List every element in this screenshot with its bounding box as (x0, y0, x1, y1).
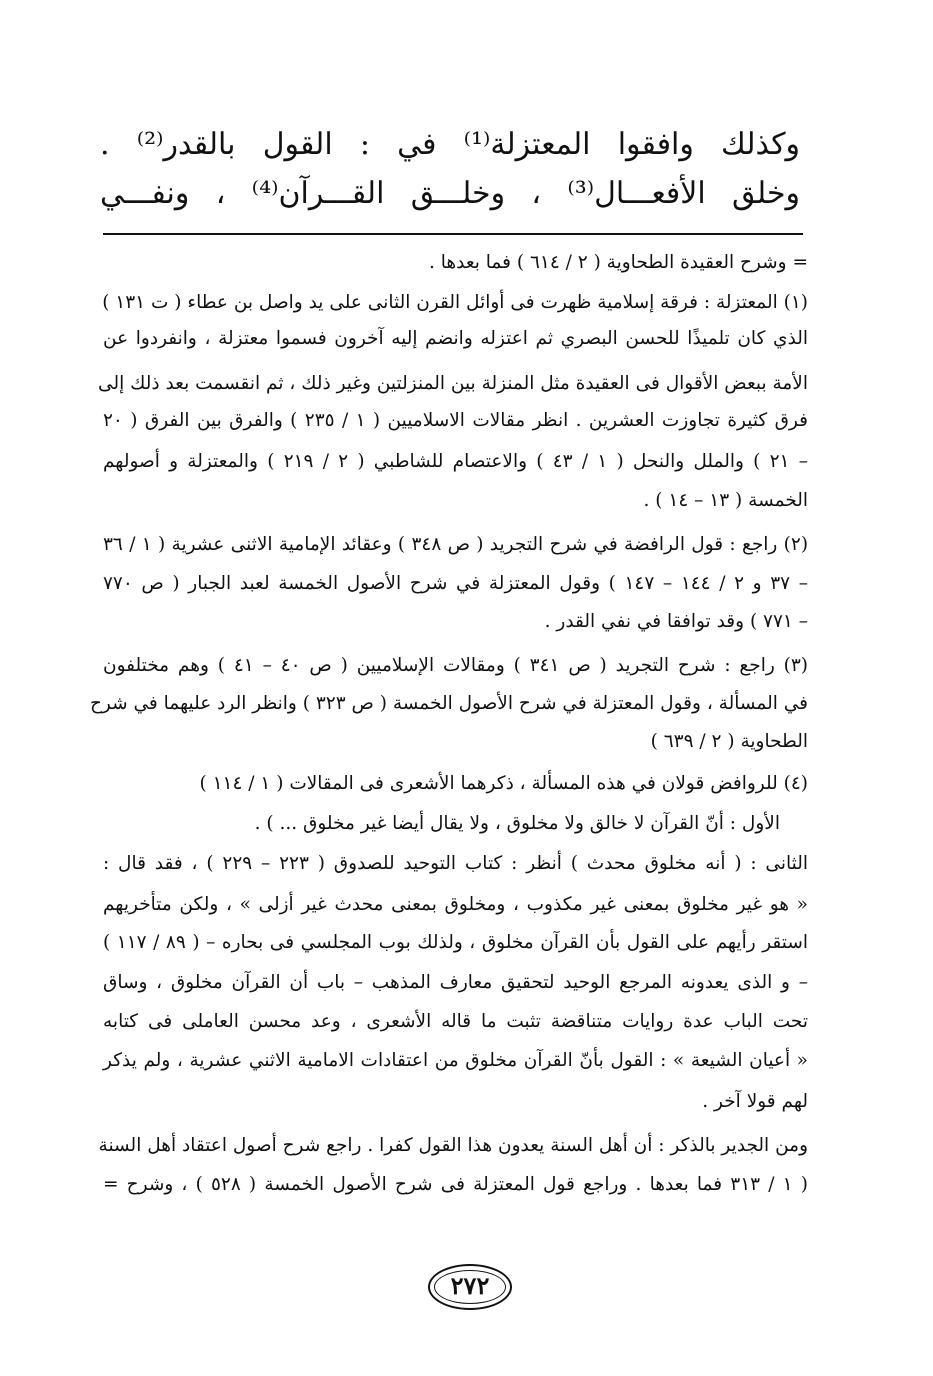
footnote-line: « أعيان الشيعة » : القول بأنّ القرآن مخلوق من اعتقادات الامامية الاثني عشرية ، ولم يذكر (103, 1050, 808, 1071)
page-number: ٢٧٢ (450, 1271, 490, 1300)
footnote-line: لهم قولا آخر . (702, 1091, 808, 1112)
footnote-line: في المسألة ، وقول المعتزلة في شرح الأصول الخمسة ( ص ٣٢٣ ) وانظر الرد عليهما في شرح (89, 693, 808, 714)
footnote-line: تحت الباب عدة روايات متناقضة تثبت ما قاله الأشعرى ، وعد محسن العاملى فى كتابه (103, 1011, 808, 1032)
main-text-line-2: وخلق الأفعـــال⁽³⁾ ، وخلـــق القـــرآن⁽⁴⁾ ، ونفـــي (100, 176, 800, 211)
footnote-line: الذي كان تلميذًا للحسن البصري ثم اعتزله وانضم إليه آخرون فسموا معتزلة ، وانفردوا عن (103, 328, 808, 349)
footnote-line: استقر رأيهم على القول بأن القرآن مخلوق ، ولذلك بوب المجلسي فى بحاره – ( ٨٩ / ١١٧ ) (103, 932, 808, 953)
footnote-line: « هو غير مخلوق بمعنى غير مكذوب ، ومخلوق بمعنى محدث غير أزلى » ، ولكن متأخريهم (103, 894, 808, 915)
footnote-line: – و الذى يعدونه المرجع الوحيد لتحقيق معارف المذهب – باب أن القرآن مخلوق ، وساق (103, 972, 808, 993)
footnote-line: ( ١ / ٣١٣ فما بعدها . وراجع قول المعتزلة فى شرح الأصول الخمسة ( ٥٢٨ ) ، وشرح = (103, 1174, 808, 1195)
footnote-separator (103, 233, 803, 235)
footnote-line: الثانى : ( أنه مخلوق محدث ) أنظر : كتاب التوحيد للصدوق ( ٢٢٣ – ٢٢٩ ) ، فقد قال : (103, 853, 808, 874)
footnote-line: (٢) راجع : قول الرافضة في شرح التجريد ( ص ٣٤٨ ) وعقائد الإمامية الاثنى عشرية ( ١ / ٣٦ (103, 534, 809, 555)
footnote-line: = وشرح العقيدة الطحاوية ( ٢ / ٦١٤ ) فما بعدها . (428, 252, 808, 273)
footnote-line: – ٧٧١ ) وقد توافقا في نفي القدر . (544, 611, 808, 632)
footnote-line: الأمة ببعض الأقوال فى العقيدة مثل المنزلة بين المنزلتين وغير ذلك ، ثم انقسمت بعد ذلك إلى (98, 373, 808, 394)
footnote-line: – ٢١ ) والملل والنحل ( ١ / ٤٣ ) والاعتصام للشاطبي ( ٢ / ٢١٩ ) والمعتزلة و أصولهم (103, 451, 808, 472)
footnote-line: الطحاوية ( ٢ / ٦٣٩ ) (650, 731, 808, 752)
footnote-line: (٣) راجع : شرح التجريد ( ص ٣٤١ ) ومقالات الإسلاميين ( ص ٤٠ – ٤١ ) وهم مختلفون (103, 655, 809, 676)
footnote-line: فرق كثيرة تجاوزت العشرين . انظر مقالات الاسلاميين ( ١ / ٢٣٥ ) والفرق بين الفرق ( ٢٠ (103, 410, 809, 431)
footnote-line: الخمسة ( ١٣ – ١٤ ) . (643, 490, 808, 511)
footnote-line: (٤) للروافض قولان في هذه المسألة ، ذكرهما الأشعرى فى المقالات ( ١ / ١١٤ ) (199, 773, 808, 794)
footnote-line: الأول : أنّ القرآن لا خالق ولا مخلوق ، ولا يقال أيضا غير مخلوق ... ) . (254, 813, 780, 834)
footnote-line: – ٣٧ و ٢ / ١٤٤ – ١٤٧ ) وقول المعتزلة في شرح الأصول الخمسة لعبد الجبار ( ص ٧٧٠ (103, 573, 808, 594)
main-text-line-1: وكذلك وافقوا المعتزلة⁽¹⁾ في : القول بالقدر⁽²⁾ . (100, 127, 800, 162)
footnote-line: (١) المعتزلة : فرقة إسلامية ظهرت فى أوائل القرن الثانى على يد واصل بن عطاء ( ت ١٣١ ) (102, 292, 808, 313)
footnote-line: ومن الجدير بالذكر : أن أهل السنة يعدون هذا القول كفرا . راجع شرح أصول اعتقاد أهل السنة (98, 1135, 808, 1156)
